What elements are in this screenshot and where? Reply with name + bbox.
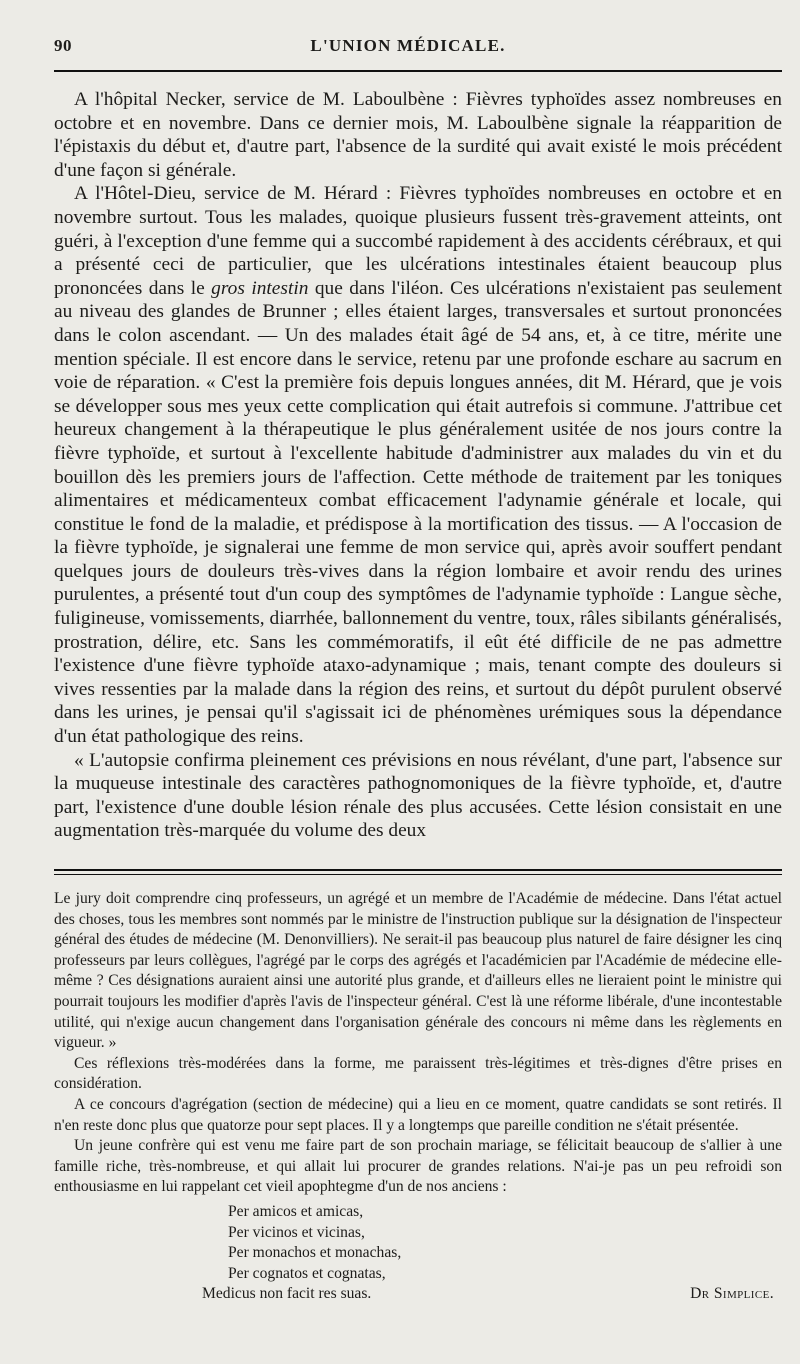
paragraph-necker: A l'hôpital Necker, service de M. Laboulbène : Fièvres typhoïdes assez nombreuses en octobre et en novembre. Dans ce dernier mois, M. Laboulbène signale la réapparition de l'épistaxis du début et, d'autre part, l'absence de la surdité qui avait existé le mois précédent d'une façon si générale. <box>54 89 782 181</box>
italic-gros-intestin: gros intestin <box>211 277 309 299</box>
paragraph-hotel-dieu <box>54 182 782 748</box>
footnote-paragraph-concours: A ce concours d'agrégation (section de médecine) qui a lieu en ce moment, quatre candidats se sont retirés. Il n'en reste donc plus que quatorze pour sept places. Il y a longtemps que pareille condition ne s'était présentée. <box>54 1095 782 1134</box>
journal-title: L'UNION MÉDICALE. <box>310 36 506 55</box>
verse-line: Per amicos et amicas, <box>228 1202 364 1220</box>
paragraph-hotel-dieu-end: que dans l'iléon. Ces ulcérations n'existaient pas seulement au niveau des glandes de Brunner ; elles étaient larges, transversales et surtout prononcées dans le colon ascendant. — Un des malades était âgé de 54 ans, et, à ce titre, mérite une mention spéciale. Il est encore dans le service, retenu par une profonde eschare au sacrum en voie de réparation. « C'est la première fois depuis longues années, dit M. Hérard, que je vois se développer sous mes yeux cette complication qui était autrefois si commune. J'attribue cet heureux changement à la thérapeutique le plus généralement usitée de nos jours contre la fièvre typhoïde, et surtout à l'excellente habitude d'administrer aux malades du vin et du bouillon dès les premiers jours de l'affection. Cette méthode de traitement par les toniques alimentaires et médicamenteux combat efficacement l'adynamie générale et locale, qui constitue le fond de la maladie, et prédispose à la mortification des tissus. — A l'occasion de la fièvre typhoïde, je signalerai une femme de mon service qui, après avoir souffert pendant quelques jours de douleurs très-vives dans la région lombaire et avoir rendu des urines purulentes, a présenté tout d'un coup des symptômes de l'adynamie typhoïde : Langue sèche, fuligineuse, vomissements, diarrhée, ballonnement du ventre, toux, râles sibilants généralisés, prostration, délire, etc. Sans les commémoratifs, il eût été difficile de ne pas admettre l'existence d'une fièvre typhoïde ataxo-adynamique ; mais, tenant compte des douleurs si vives ressenties par la malade dans la région des reins, et surtout du dépôt purulent observé dans les urines, je pensai qu'il s'agissait ici de phénomènes urémiques sous la dépendance d'un état pathologique des reins. <box>54 277 783 748</box>
main-text <box>54 88 782 843</box>
page-header <box>54 36 782 66</box>
footnote-paragraph-confrere: Un jeune confrère qui est venu me faire part de son prochain mariage, se félicitait beaucoup de s'allier à une famille riche, très-nombreuse, et qui allait lui procurer de grandes relations. N'ai-je pas un peu refroidi son enthousiasme en lui rappelant cet vieil apophtegme d'un de nos anciens : <box>54 1137 782 1196</box>
verse-line: Per monachos et monachas, <box>228 1244 402 1262</box>
footnote-separator <box>54 869 782 875</box>
footnote-text <box>54 889 782 1198</box>
verse-line: Medicus non facit res suas. <box>202 1285 372 1303</box>
verse-line: Per vicinos et vicinas, <box>228 1223 365 1241</box>
footnote-paragraph-jury: Le jury doit comprendre cinq professeurs, un agrégé et un membre de l'Académie de médecine. Dans l'état actuel des choses, tous les membres sont nommés par le ministre de l'instruction publique sur la désignation de l'inspecteur général des études de médecine (M. Denonvilliers). Ne serait-il pas beaucoup plus naturel de faire désigner les cinq professeurs par leurs collègues, l'agrégé par le corps des agrégés et l'académicien par l'Académie de médecine elle-même ? Ces désignations auraient ainsi une autorité plus grande, et d'ailleurs elles ne lieraient point le ministre qui pourrait toujours les modifier d'après l'avis de l'inspecteur général. C'est là une réforme libérale, d'une incontestable utilité, qui n'exige aucun changement dans l'organisation générale des concours ni même dans les règlements en vigueur. » <box>54 890 782 1052</box>
latin-verse <box>54 1202 782 1305</box>
paragraph-hotel-dieu-start: A l'Hôtel-Dieu, service de M. Hérard : Fièvres typhoïdes nombreuses en octobre et en novembre surtout. Tous les malades, quoique plusieurs fussent très-gravement atteints, ont guéri, à l'exception d'une femme qui a succombé rapidement à des accidents cérébraux, et qui a présenté ceci de particulier, que les ulcérations intestinales étaient beaucoup plus prononcées dans le <box>54 183 782 299</box>
header-rule <box>54 70 782 72</box>
paragraph-autopsie: « L'autopsie confirma pleinement ces prévisions en nous révélant, d'une part, l'absence sur la muqueuse intestinale des caractères pathognomoniques de la fièvre typhoïde, et, d'autre part, l'existence d'une double lésion rénale des plus accusées. Cette lésion consistait en une augmentation très-marquée du volume des deux <box>54 749 782 842</box>
footnote-paragraph-reflexions: Ces réflexions très-modérées dans la forme, me paraissent très-légitimes et très-dignes d'être prises en considération. <box>54 1054 782 1093</box>
verse-line-last <box>54 1284 782 1305</box>
page-number: 90 <box>54 36 72 55</box>
signature: Dr Simplice. <box>690 1285 774 1303</box>
verse-line: Per cognatos et cognatas, <box>228 1264 386 1282</box>
